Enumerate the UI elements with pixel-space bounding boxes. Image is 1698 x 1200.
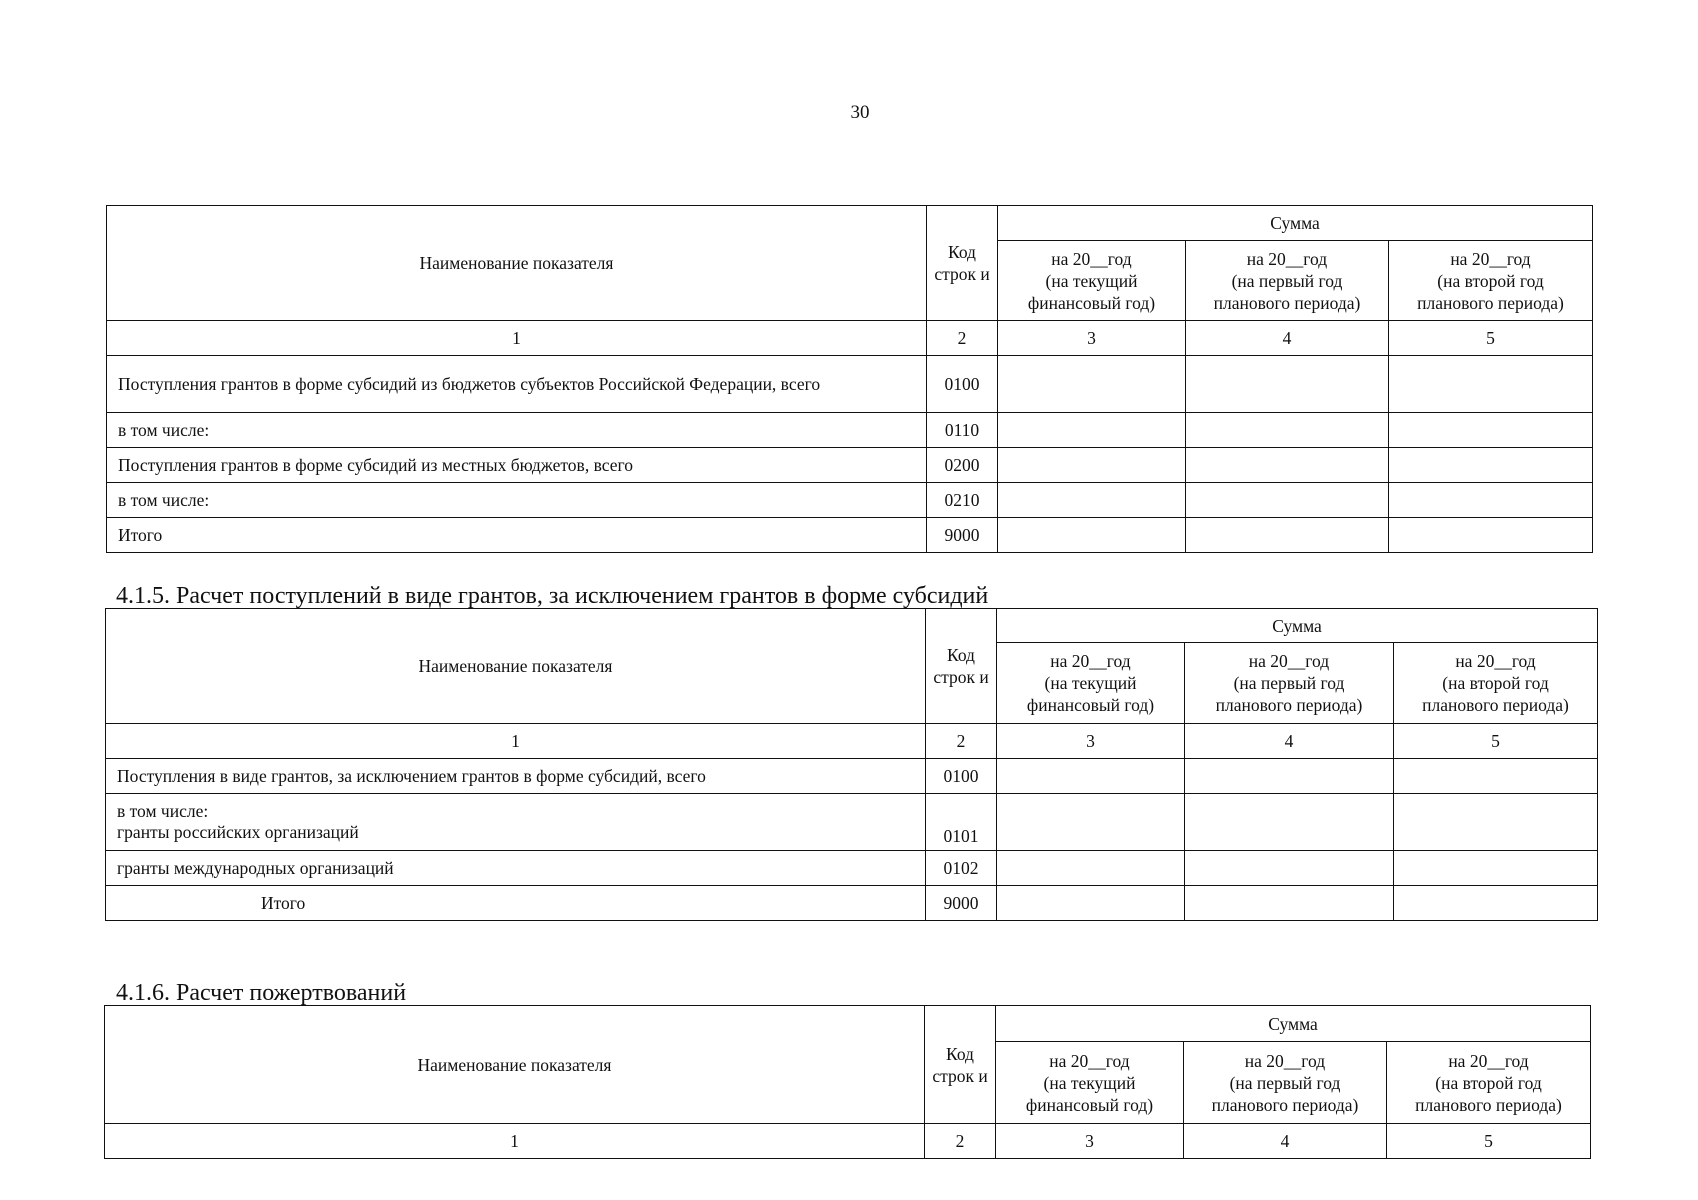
table-row <box>106 851 1598 886</box>
amount-cell[interactable] <box>1186 413 1389 448</box>
col-number: 1 <box>107 321 927 356</box>
col-number: 1 <box>106 724 926 759</box>
amount-cell[interactable] <box>998 356 1186 413</box>
row-code: 9000 <box>927 518 998 553</box>
page-number: 30 <box>850 102 870 123</box>
indicator-name-line: гранты российских организаций <box>117 822 359 842</box>
table-row <box>106 759 1598 794</box>
amount-cell[interactable] <box>1389 413 1593 448</box>
header-first-plan-year: на 20__год (на первый год планового периода) <box>1186 241 1389 321</box>
indicator-name: гранты международных организаций <box>106 851 926 886</box>
header-sum: Сумма <box>997 609 1598 643</box>
col-number: 3 <box>998 321 1186 356</box>
table-row <box>107 448 1593 483</box>
indicator-name: Итого <box>106 886 926 921</box>
column-number-row <box>106 724 1598 759</box>
table-row <box>106 794 1598 851</box>
header-second-plan-year: на 20__год (на второй год планового периода) <box>1389 241 1593 321</box>
table-row <box>107 518 1593 553</box>
amount-cell[interactable] <box>1389 356 1593 413</box>
row-code: 0210 <box>927 483 998 518</box>
amount-cell[interactable] <box>997 794 1185 851</box>
amount-cell[interactable] <box>1186 518 1389 553</box>
table-row <box>107 413 1593 448</box>
row-code: 0100 <box>927 356 998 413</box>
row-code: 0100 <box>926 759 997 794</box>
col-number: 2 <box>926 724 997 759</box>
amount-cell[interactable] <box>998 448 1186 483</box>
indicator-name <box>106 794 926 851</box>
header-first-plan-year: на 20__год (на первый год планового периода) <box>1185 643 1394 724</box>
header-sum: Сумма <box>996 1006 1591 1042</box>
header-current-year: на 20__год (на текущий финансовый год) <box>996 1042 1184 1124</box>
col-number: 4 <box>1186 321 1389 356</box>
amount-cell[interactable] <box>997 759 1185 794</box>
row-code: 0110 <box>927 413 998 448</box>
table-row <box>107 483 1593 518</box>
donations-table <box>104 1005 1591 1159</box>
amount-cell[interactable] <box>1185 886 1394 921</box>
amount-cell[interactable] <box>1389 448 1593 483</box>
amount-cell[interactable] <box>998 413 1186 448</box>
indicator-name: Итого <box>107 518 927 553</box>
row-code: 0200 <box>927 448 998 483</box>
header-current-year: на 20__год (на текущий финансовый год) <box>998 241 1186 321</box>
col-number: 3 <box>997 724 1185 759</box>
grants-non-subsidy-table <box>105 608 1598 921</box>
col-number: 2 <box>925 1124 996 1159</box>
amount-cell[interactable] <box>1394 851 1598 886</box>
amount-cell[interactable] <box>997 851 1185 886</box>
indicator-name: Поступления грантов в форме субсидий из местных бюджетов, всего <box>107 448 927 483</box>
section-heading-4-1-6: 4.1.6. Расчет пожертвований <box>116 980 407 1006</box>
col-number: 5 <box>1394 724 1598 759</box>
row-code: 0101 <box>926 794 997 851</box>
amount-cell[interactable] <box>998 518 1186 553</box>
table-row <box>107 356 1593 413</box>
col-number: 5 <box>1389 321 1593 356</box>
column-number-row <box>107 321 1593 356</box>
indicator-name: Поступления грантов в форме субсидий из бюджетов субъектов Российской Федерации, всего <box>107 356 927 413</box>
amount-cell[interactable] <box>998 483 1186 518</box>
indicator-name: в том числе: <box>107 413 927 448</box>
header-row-code: Код строк и <box>927 206 998 321</box>
amount-cell[interactable] <box>1394 759 1598 794</box>
header-sum: Сумма <box>998 206 1593 241</box>
header-indicator-name: Наименование показателя <box>107 206 927 321</box>
amount-cell[interactable] <box>1394 886 1598 921</box>
header-row-code: Код строк и <box>925 1006 996 1124</box>
amount-cell[interactable] <box>1186 356 1389 413</box>
col-number: 3 <box>996 1124 1184 1159</box>
header-second-plan-year: на 20__год (на второй год планового периода) <box>1394 643 1598 724</box>
amount-cell[interactable] <box>1185 759 1394 794</box>
amount-cell[interactable] <box>1186 483 1389 518</box>
row-code: 9000 <box>926 886 997 921</box>
indicator-name: Поступления в виде грантов, за исключением грантов в форме субсидий, всего <box>106 759 926 794</box>
header-current-year: на 20__год (на текущий финансовый год) <box>997 643 1185 724</box>
table-row <box>106 886 1598 921</box>
column-number-row <box>105 1124 1591 1159</box>
amount-cell[interactable] <box>1389 518 1593 553</box>
amount-cell[interactable] <box>1185 794 1394 851</box>
amount-cell[interactable] <box>1186 448 1389 483</box>
amount-cell[interactable] <box>1185 851 1394 886</box>
header-indicator-name: Наименование показателя <box>106 609 926 724</box>
col-number: 4 <box>1185 724 1394 759</box>
amount-cell[interactable] <box>1389 483 1593 518</box>
row-code: 0102 <box>926 851 997 886</box>
grants-subsidies-table <box>106 205 1593 553</box>
indicator-name-line: в том числе: <box>117 801 209 821</box>
header-second-plan-year: на 20__год (на второй год планового периода) <box>1387 1042 1591 1124</box>
col-number: 5 <box>1387 1124 1591 1159</box>
indicator-name: в том числе: <box>107 483 927 518</box>
section-heading-4-1-5: 4.1.5. Расчет поступлений в виде грантов, за исключением грантов в форме субсидий <box>116 583 989 609</box>
header-indicator-name: Наименование показателя <box>105 1006 925 1124</box>
amount-cell[interactable] <box>997 886 1185 921</box>
col-number: 2 <box>927 321 998 356</box>
header-first-plan-year: на 20__год (на первый год планового периода) <box>1184 1042 1387 1124</box>
col-number: 1 <box>105 1124 925 1159</box>
header-row-code: Код строк и <box>926 609 997 724</box>
amount-cell[interactable] <box>1394 794 1598 851</box>
col-number: 4 <box>1184 1124 1387 1159</box>
